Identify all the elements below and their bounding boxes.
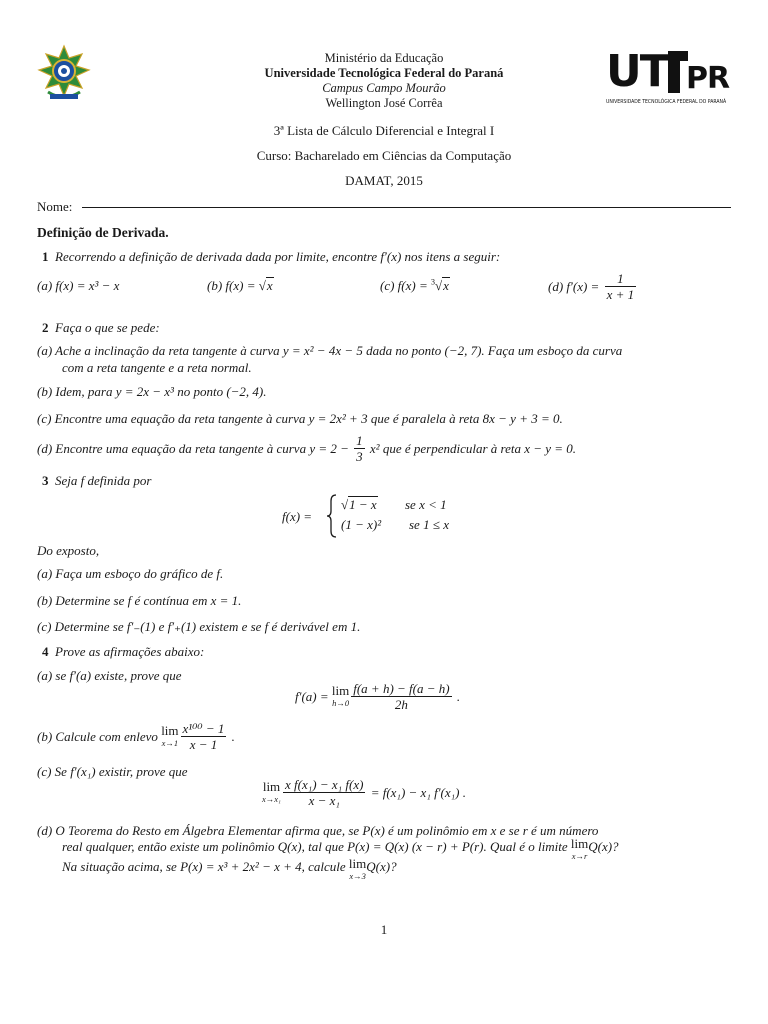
question-number: 2	[42, 320, 49, 335]
q4-a-lim: lim	[331, 682, 350, 698]
q1-d-label: (d) f′(x) =	[548, 279, 603, 294]
utfpr-tagline: UNIVERSIDADE TECNOLÓGICA FEDERAL DO PARANÁ	[606, 99, 727, 105]
question-4	[42, 643, 204, 660]
q1-c-label: (c) f(x) =	[380, 278, 431, 293]
q4-item-a: (a) se f′(a) existe, prove que	[37, 668, 182, 683]
q4-c-denominator: x − x₁	[308, 793, 340, 808]
q4-c-lim: lim	[262, 778, 281, 794]
q2-d-post: x² que é perpendicular à reta x − y = 0.	[366, 441, 577, 456]
q2-item-d	[37, 433, 576, 464]
name-label: Nome:	[37, 199, 73, 214]
q1-item-d	[548, 271, 638, 302]
course-title: Curso: Bacharelado em Ciências da Computação	[256, 148, 512, 163]
q4-d-line2-text: real qualquer, então existe um polinômio Q(x), tal que P(x) = Q(x) (x − r) + P(r). Qual é o limite	[62, 839, 568, 854]
q4-b-lim: lim	[161, 722, 179, 738]
q4-d2-lim: lim	[570, 836, 589, 851]
piecewise-case-2-cond: se 1 ≤ x	[409, 517, 449, 532]
page-number: 1	[380, 922, 388, 937]
q4-b-denominator: x − 1	[189, 737, 218, 752]
coat-of-arms-icon	[36, 44, 92, 104]
q4-d3-end: Q(x)?	[366, 859, 397, 874]
q2-item-c: (c) Encontre uma equação da reta tangente à curva y = 2x² + 3 que é paralela à reta 8x − y + 3 = 0.	[37, 411, 563, 426]
q1-c-root-index: 3	[431, 277, 435, 287]
q1-b-radicand: x	[266, 278, 273, 293]
question-1-text: Recorrendo a definição de derivada dada por limite, encontre f′(x) nos itens a seguir:	[55, 249, 501, 264]
q3-exposto: Do exposto,	[37, 543, 100, 558]
section-title: Definição de Derivada.	[37, 225, 169, 240]
q4-item-b	[37, 721, 235, 752]
q4-c-numerator: x f(x₁) − x₁ f(x)	[285, 777, 364, 792]
question-number: 4	[42, 644, 49, 659]
q1-b-label: (b) f(x) =	[207, 278, 259, 293]
q1-item-b: (b) f(x) = √x	[207, 278, 273, 293]
question-1	[42, 248, 500, 265]
question-2-text: Faça o que se pede:	[55, 320, 160, 335]
piecewise-fx: f(x) =	[282, 509, 313, 524]
campus-name: Campus Campo Mourão	[322, 81, 446, 95]
q1-item-a: (a) f(x) = x³ − x	[37, 278, 120, 293]
q4-a-lim-sub: h→0	[332, 697, 350, 708]
q4-b-numerator: x¹⁰⁰ − 1	[182, 721, 225, 736]
q2-item-a-line1: (a) Ache a inclinação da reta tangente à curva y = x² − 4x − 5 dada no ponto (−2, 7). Faça um esboço da curva	[37, 343, 623, 358]
question-4-text: Prove as afirmações abaixo:	[55, 644, 205, 659]
q4-b-end: .	[228, 729, 235, 744]
q4-item-d-line3	[62, 858, 397, 882]
question-number: 1	[42, 249, 49, 264]
utfpr-logo-ut: UT	[606, 46, 668, 97]
brazil-coat-of-arms-logo	[36, 44, 92, 104]
ministry-line: Ministério da Educação	[324, 51, 444, 65]
q1-d-numerator: 1	[605, 271, 637, 287]
question-number: 3	[42, 473, 49, 488]
name-field[interactable]	[82, 207, 731, 208]
university-name: Universidade Tecnológica Federal do Paraná	[264, 66, 504, 80]
q4-d2-lim-sub: x→r	[571, 851, 588, 861]
q3-item-a: (a) Faça um esboço do gráfico de f.	[37, 566, 224, 581]
q4-d2-end: Q(x)?	[588, 839, 619, 854]
q2-d-pre: (d) Encontre uma equação da reta tangente à curva y = 2 −	[37, 441, 353, 456]
professor-name: Wellington José Corrêa	[325, 96, 443, 110]
q2-item-b: (b) Idem, para y = 2x − x³ no ponto (−2, 4).	[37, 384, 267, 399]
q4-a-end: .	[453, 689, 461, 704]
piecewise-brace	[326, 494, 338, 538]
q4-item-d-line1: (d) O Teorema do Resto em Álgebra Elementar afirma que, se P(x) é um polinômio em x e se r é um número	[37, 823, 599, 838]
q3-item-b: (b) Determine se f é contínua em x = 1.	[37, 593, 242, 608]
utfpr-logo-f-top	[668, 51, 688, 61]
q1-item-c: (c) f(x) = $^3$√x	[380, 277, 449, 293]
q4-b-lim-sub: x→1	[161, 737, 179, 748]
q4-d3-lim: lim	[348, 856, 367, 871]
question-2	[42, 319, 160, 336]
q1-c-radicand: x	[443, 278, 449, 293]
q3-item-c: (c) Determine se f′₋(1) e f′₊(1) existem e se f é derivável em 1.	[37, 619, 361, 634]
utfpr-logo-pr: PR	[686, 61, 730, 96]
case-1-radicand: 1 − x	[349, 497, 377, 512]
question-3-text: Seja f definida por	[55, 473, 152, 488]
q4-item-c: (c) Se f′(x₁) existir, prove que	[37, 764, 188, 779]
piecewise-case-1-expr: √1 − x	[341, 497, 377, 512]
question-3	[42, 472, 151, 489]
q4-a-lhs: f′(a) =	[295, 689, 332, 704]
q4-a-equation	[295, 681, 460, 712]
q4-a-numerator: f(a + h) − f(a − h)	[353, 681, 450, 696]
q4-c-rhs: = f(x₁) − x₁ f′(x₁) .	[367, 785, 467, 800]
q4-d3-lim-sub: x→3	[349, 871, 366, 881]
q4-b-pre: (b) Calcule com enlevo	[37, 729, 162, 744]
q2-item-a-line2: com a reta tangente e a reta normal.	[62, 360, 252, 375]
q2-d-numerator: 1	[356, 433, 363, 448]
brace-icon	[326, 494, 338, 538]
q4-c-equation	[262, 777, 466, 808]
q4-a-denominator: 2h	[394, 697, 408, 712]
piecewise-case-1-cond: se x < 1	[405, 497, 447, 512]
utfpr-logo	[606, 46, 730, 109]
q4-c-lim-sub: x→x₁	[262, 793, 282, 804]
piecewise-case-2-expr: (1 − x)²	[341, 517, 382, 532]
list-title: 3ª Lista de Cálculo Diferencial e Integral I	[273, 123, 495, 138]
q2-d-denominator: 3	[356, 449, 363, 464]
q4-d-line3-text: Na situação acima, se P(x) = x³ + 2x² − x + 4, calcule	[62, 859, 346, 874]
department-title: DAMAT, 2015	[345, 173, 423, 188]
q1-d-denominator: x + 1	[606, 287, 635, 302]
